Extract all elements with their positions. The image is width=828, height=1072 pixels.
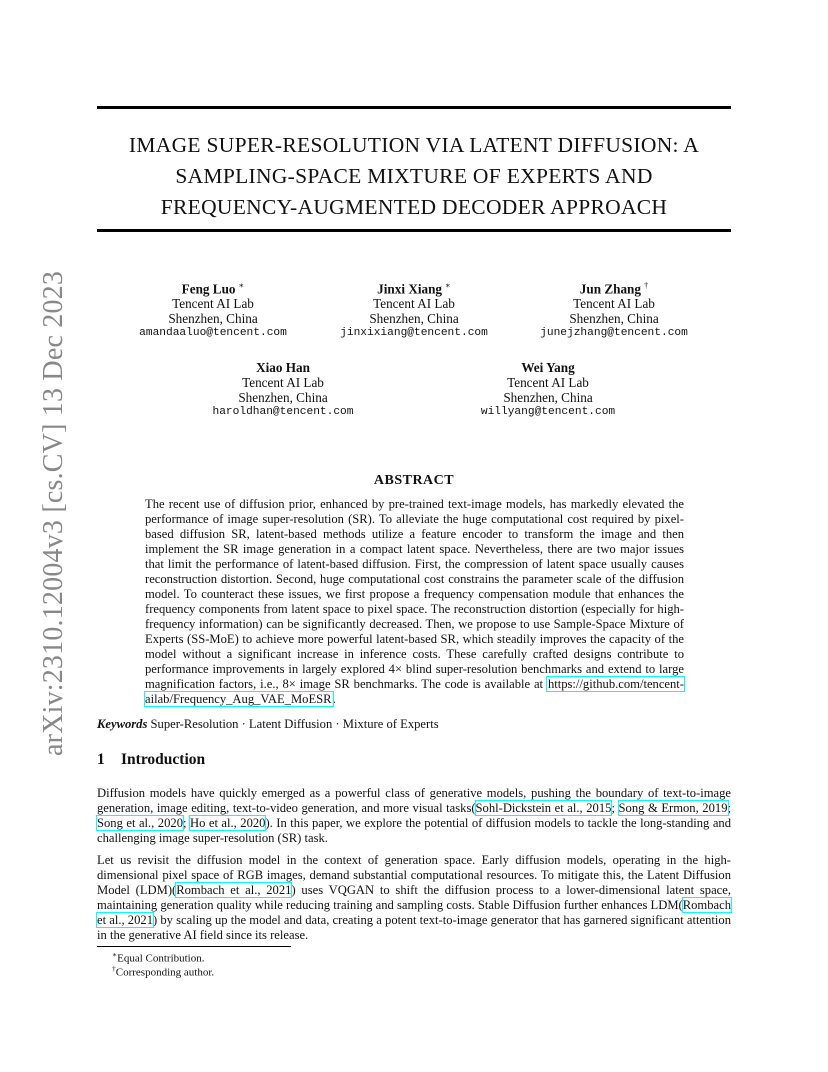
abstract-heading: ABSTRACT [373, 473, 455, 488]
paragraph-text: ). In this paper, we explore the potential of diffusion models to tackle the long-standing and challenging image super-resolution (SR) task. [97, 816, 731, 845]
citation-link[interactable]: Sohl-Dickstein et al., 2015 [475, 801, 612, 815]
author-name: Feng Luo [181, 281, 236, 297]
author-email[interactable]: haroldhan@tencent.com [212, 406, 354, 418]
paragraph-text: Let us revisit the diffusion model in the context of generation space. Early diffusion models, operating in the high-dimensional pixel space of RGB images, demand substantial computational resources. To mitigate this, the Latent Diffusion Model (LDM)( [97, 853, 731, 897]
intro-paragraph-1 [97, 786, 731, 846]
author-mark: ∗ [445, 280, 451, 290]
paragraph-text: Diffusion models have quickly emerged as a powerful class of generative models, pushing the boundary of text-to-image generation, image editing, text-to-video generation, and more visual tasks( [97, 786, 731, 815]
footnote-mark: ∗ [112, 950, 118, 959]
author-name: Jun Zhang [579, 281, 641, 297]
author-mark: ∗ [238, 280, 245, 290]
author-email[interactable]: junejzhang@tencent.com [540, 327, 688, 340]
author-name: Jinxi Xiang [377, 281, 443, 297]
arxiv-identifier: arXiv:2310.12004v3 [cs.CV] 13 Dec 2023 [38, 270, 69, 756]
title-bottom-rule [97, 229, 731, 232]
paragraph-text: ; [727, 801, 731, 815]
paragraph-text: ) uses VQGAN to shift the diffusion process to a lower-dimensional latent space, maintaining generation quality while reducing training and sampling costs. Stable Diffusion further enhances LDM( [97, 883, 731, 912]
author-email[interactable]: willyang@tencent.com [480, 406, 616, 418]
keywords [97, 717, 439, 732]
keywords-label: Keywords [97, 717, 148, 731]
author-location: Shenzhen, China [238, 390, 328, 405]
author-location: Shenzhen, China [569, 311, 659, 327]
keywords-text: Super-Resolution · Latent Diffusion · Mixture of Experts [150, 717, 439, 731]
footnote-rule [97, 946, 291, 947]
paragraph-text: ; [183, 816, 190, 830]
author-affiliation: Tencent AI Lab [373, 296, 455, 312]
footnote [112, 964, 214, 979]
author-block [304, 278, 524, 341]
author-location: Shenzhen, China [503, 390, 593, 405]
author-affiliation: Tencent AI Lab [573, 296, 655, 312]
paragraph-text: ) by scaling up the model and data, creating a potent text-to-image generator that has garnered significant attention in the generative AI field since its release. [97, 913, 731, 942]
title-line-1: IMAGE SUPER-RESOLUTION VIA LATENT DIFFUSION: A [128, 133, 700, 157]
title-line-2: SAMPLING-SPACE MIXTURE OF EXPERTS AND [175, 164, 653, 188]
author-name: Xiao Han [256, 360, 310, 375]
author-block [504, 278, 724, 341]
citation-link[interactable]: Ho et al., 2020 [189, 816, 266, 830]
footnote [112, 950, 205, 965]
paper-title [97, 130, 731, 223]
section-number: 1 [97, 751, 105, 768]
paragraph-text: ; [611, 801, 619, 815]
footnote-mark: † [112, 964, 116, 973]
author-block [173, 360, 393, 420]
section-heading [97, 751, 205, 769]
author-affiliation: Tencent AI Lab [172, 296, 254, 312]
author-email[interactable]: jinxixiang@tencent.com [340, 327, 488, 340]
intro-paragraph-2 [97, 853, 731, 943]
author-affiliation: Tencent AI Lab [242, 375, 324, 390]
author-block [103, 278, 323, 341]
footnote-text: Corresponding author. [115, 966, 215, 979]
author-location: Shenzhen, China [168, 311, 258, 327]
abstract-end: . [332, 692, 336, 706]
section-title: Introduction [121, 751, 206, 768]
code-link[interactable]: https://github.com/tencent-ailab/Frequency_Aug_VAE_MoESR [145, 677, 684, 706]
title-line-3: FREQUENCY-AUGMENTED DECODER APPROACH [160, 195, 668, 219]
author-email[interactable]: amandaaluo@tencent.com [139, 327, 287, 340]
citation-link[interactable]: Song et al., 2020 [97, 816, 183, 830]
author-mark: † [643, 280, 649, 290]
citation-link[interactable]: Rombach et al., 2021 [176, 883, 292, 897]
citation-link[interactable]: Rombach et al., 2021 [97, 898, 731, 927]
footnote-text: Equal Contribution. [117, 952, 205, 965]
author-name: Wei Yang [521, 360, 575, 375]
title-top-rule [97, 106, 731, 109]
citation-link[interactable]: Song & Ermon, 2019 [618, 801, 728, 815]
abstract-body [145, 497, 684, 707]
abstract-text: The recent use of diffusion prior, enhanced by pre-trained text-image models, has markedly elevated the performance of image super-resolution (SR). To alleviate the huge computational cost required by pixel-based diffusion SR, latent-based methods utilize a feature encoder to transform the image and then implement the SR image generation in a compact latent space. Nevertheless, there are two major issues that limit the performance of latent-based diffusion. First, the compression of latent space usually causes reconstruction distortion. Second, huge computational cost constrains the parameter scale of the diffusion model. To counteract these issues, we first propose a frequency compensation module that enhances the frequency components from latent space to pixel space. The reconstruction distortion (especially for high-frequency information) can be significantly decreased. Then, we propose to use Sample-Space Mixture of Experts (SS-MoE) to achieve more powerful latent-based SR, which steadily improves the capacity of the model without a significant increase in inference costs. These carefully crafted designs contribute to performance improvements in largely explored 4× blind super-resolution benchmarks and extend to large magnification factors, i.e., 8× image SR benchmarks. The code is available at [145, 497, 684, 691]
author-affiliation: Tencent AI Lab [507, 375, 589, 390]
author-block [438, 360, 658, 420]
author-location: Shenzhen, China [369, 311, 459, 327]
